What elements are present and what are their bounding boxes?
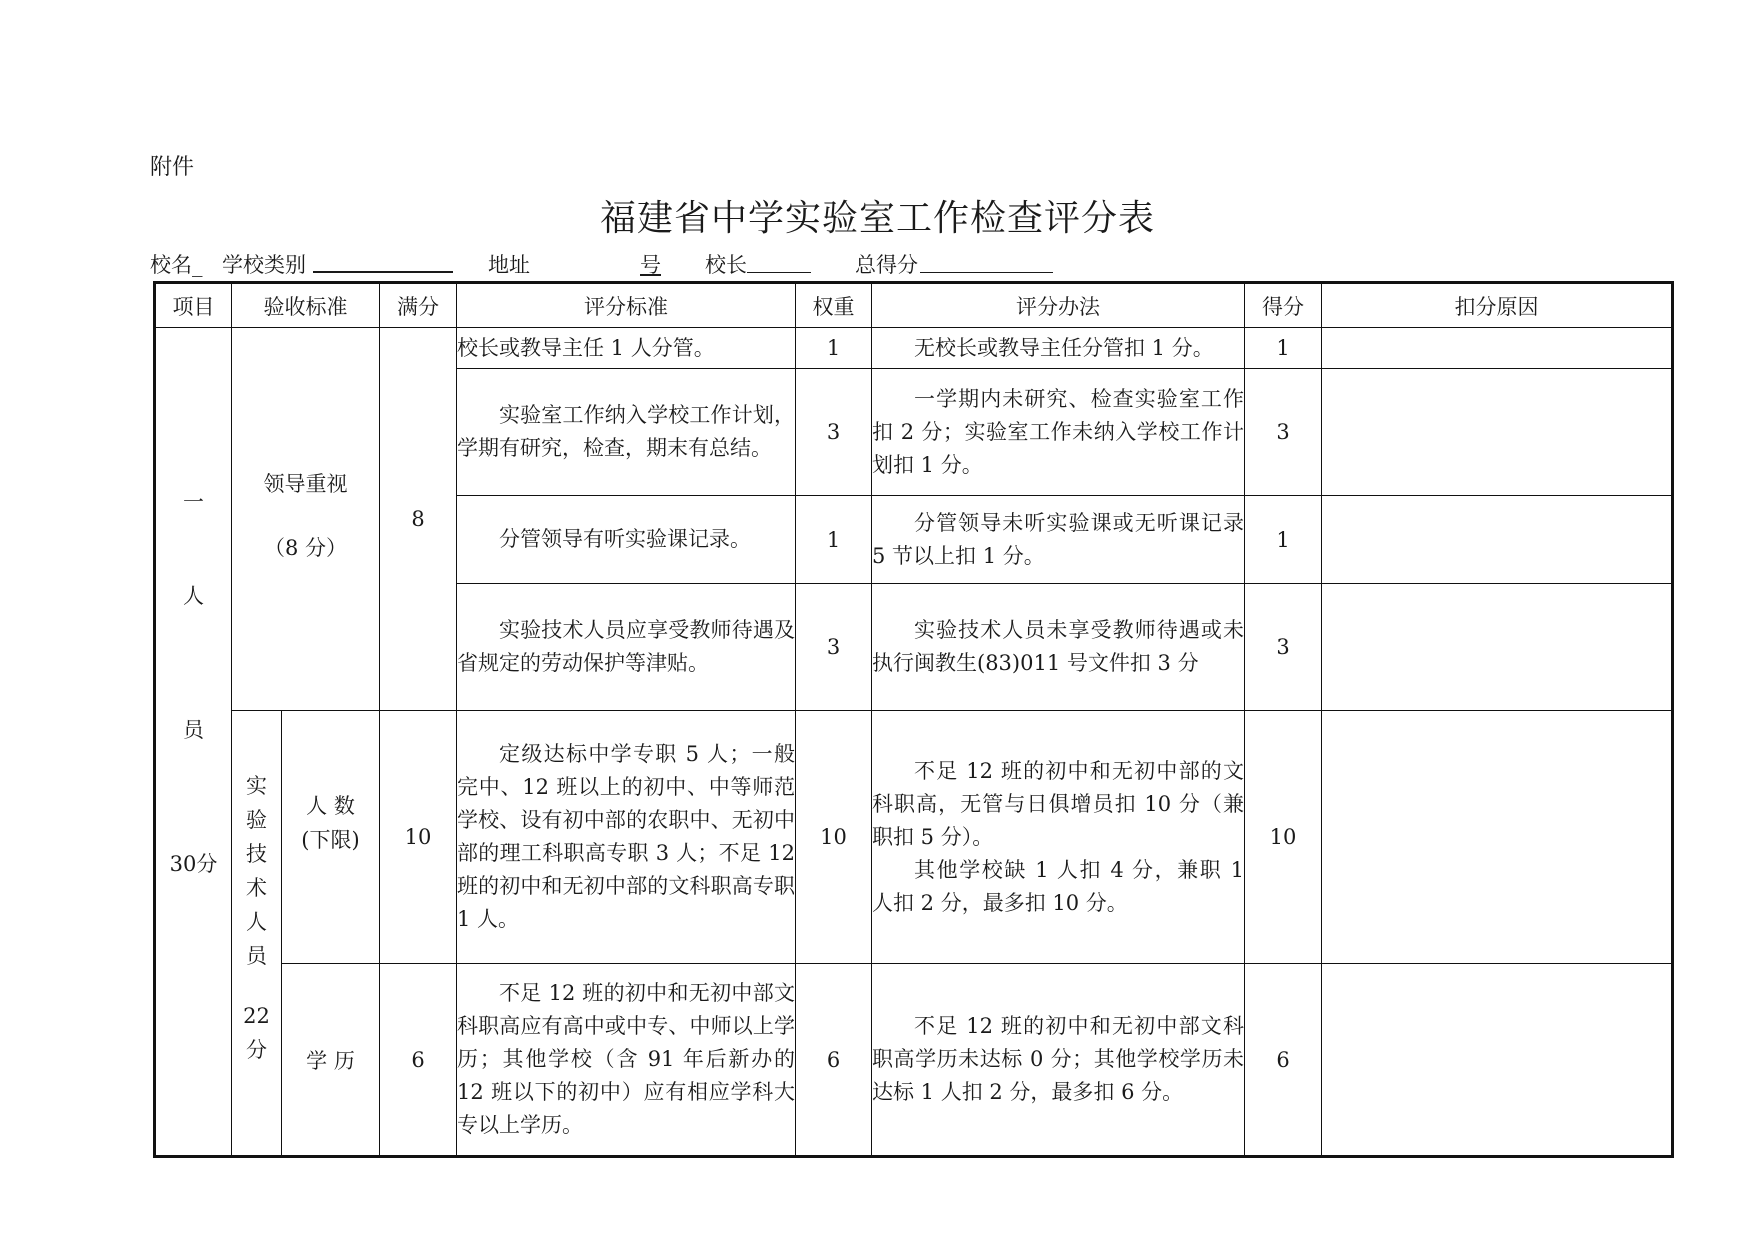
subitem-headcount (282, 711, 380, 964)
criteria-cell: 不足 12 班的初中和无初中部文科职高应有高中或中专、中师以上学历；其他学校（含 91 年后新办的 12 班以下的初中）应有相应学科大专以上学历。 (457, 964, 796, 1157)
group-tech-char: 员 (246, 944, 267, 968)
principal-label: 校长 (705, 253, 747, 277)
group-tech-staff (232, 711, 282, 1157)
weight-cell: 3 (796, 584, 872, 711)
principal-blank[interactable] (747, 249, 811, 273)
criteria-cell: 分管领导有听实验课记录。 (457, 496, 796, 584)
attachment-label: 附件 (150, 155, 195, 180)
criteria-cell: 实验室工作纳入学校工作计划，学期有研究，检查，期末有总结。 (457, 369, 796, 496)
header-acceptance: 验收标准 (232, 283, 380, 328)
subitem-headcount-line1: 人 数 (306, 794, 355, 818)
header-item: 项目 (155, 283, 232, 328)
score-cell[interactable]: 10 (1245, 711, 1322, 964)
score-cell[interactable]: 1 (1245, 496, 1322, 584)
score-cell[interactable]: 3 (1245, 584, 1322, 711)
header-reason: 扣分原因 (1322, 283, 1673, 328)
group-tech-char: 技 (246, 842, 267, 866)
method-cell: 不足 12 班的初中和无初中部文科职高学历未达标 0 分；其他学校学历未达标 1 人扣 2 分，最多扣 6 分。 (872, 964, 1245, 1157)
criteria-cell: 实验技术人员应享受教师待遇及省规定的劳动保护等津贴。 (457, 584, 796, 711)
category-cell (155, 328, 232, 1157)
group-tech-score: 22 (243, 1004, 270, 1028)
full-score-cell: 6 (380, 964, 457, 1157)
reason-cell[interactable] (1322, 328, 1673, 369)
table-row (155, 964, 1673, 1157)
method-cell: 一学期内未研究、检查实验室工作扣 2 分；实验室工作未纳入学校工作计划扣 1 分。 (872, 369, 1245, 496)
full-score-cell: 10 (380, 711, 457, 964)
score-cell[interactable]: 3 (1245, 369, 1322, 496)
table-row (155, 711, 1673, 964)
category-char: 人 (183, 583, 204, 608)
category-char: 员 (183, 717, 204, 742)
method-paragraph: 不足 12 班的初中和无初中部的文科职高，无管与日俱增员扣 10 分（兼职扣 5 分）。 (872, 758, 1244, 849)
category-score: 30分 (169, 851, 218, 876)
method-paragraph: 其他学校缺 1 人扣 4 分，兼职 1 人扣 2 分，最多扣 10 分。 (872, 857, 1244, 915)
group-tech-char: 人 (246, 910, 267, 934)
reason-cell[interactable] (1322, 964, 1673, 1157)
reason-cell[interactable] (1322, 369, 1673, 496)
page-title: 福建省中学实验室工作检查评分表 (599, 198, 1155, 239)
header-row (155, 283, 1673, 328)
header-score: 得分 (1245, 283, 1322, 328)
subitem-education: 学 历 (282, 964, 380, 1157)
group-leadership-sub: （8 分） (263, 536, 348, 560)
total-score-blank[interactable] (920, 249, 1053, 273)
method-cell: 实验技术人员未享受教师待遇或未执行闽教生(83)011 号文件扣 3 分 (872, 584, 1245, 711)
method-cell: 分管领导未听实验课或无听课记录 5 节以上扣 1 分。 (872, 496, 1245, 584)
group-tech-char: 验 (246, 808, 267, 832)
address-label: 地址 (488, 253, 530, 277)
header-method: 评分办法 (872, 283, 1245, 328)
number-label: 号 (640, 253, 661, 277)
school-name-label: 校名_ (150, 253, 203, 277)
weight-cell: 1 (796, 496, 872, 584)
score-cell[interactable]: 1 (1245, 328, 1322, 369)
reason-cell[interactable] (1322, 711, 1673, 964)
category-char: 一 (183, 489, 204, 514)
criteria-cell: 校长或教导主任 1 人分管。 (457, 328, 796, 369)
group-leadership (232, 328, 380, 711)
subitem-headcount-line2: (下限) (301, 828, 360, 852)
total-score-label: 总得分 (855, 253, 918, 277)
group-leadership-full: 8 (380, 328, 457, 711)
evaluation-table (153, 281, 1674, 1158)
group-tech-char: 术 (246, 876, 267, 900)
weight-cell: 1 (796, 328, 872, 369)
reason-cell[interactable] (1322, 496, 1673, 584)
method-cell (872, 711, 1245, 964)
reason-cell[interactable] (1322, 584, 1673, 711)
header-weight: 权重 (796, 283, 872, 328)
header-criteria: 评分标准 (457, 283, 796, 328)
score-cell[interactable]: 6 (1245, 964, 1322, 1157)
group-tech-score-unit: 分 (246, 1038, 267, 1062)
school-type-label: 学校类别 (222, 253, 306, 277)
weight-cell: 3 (796, 369, 872, 496)
weight-cell: 6 (796, 964, 872, 1157)
method-cell: 无校长或教导主任分管扣 1 分。 (872, 328, 1245, 369)
criteria-cell: 定级达标中学专职 5 人；一般完中、12 班以上的初中、中等师范学校、设有初中部的农职中、无初中部的理工科职高专职 3 人；不足 12 班的初中和无初中部的文科职高专职 1 人。 (457, 711, 796, 964)
table-row (155, 328, 1673, 369)
group-tech-char: 实 (246, 774, 267, 798)
school-type-blank[interactable] (313, 249, 453, 272)
weight-cell: 10 (796, 711, 872, 964)
header-full-score: 满分 (380, 283, 457, 328)
group-leadership-name: 领导重视 (263, 472, 348, 496)
